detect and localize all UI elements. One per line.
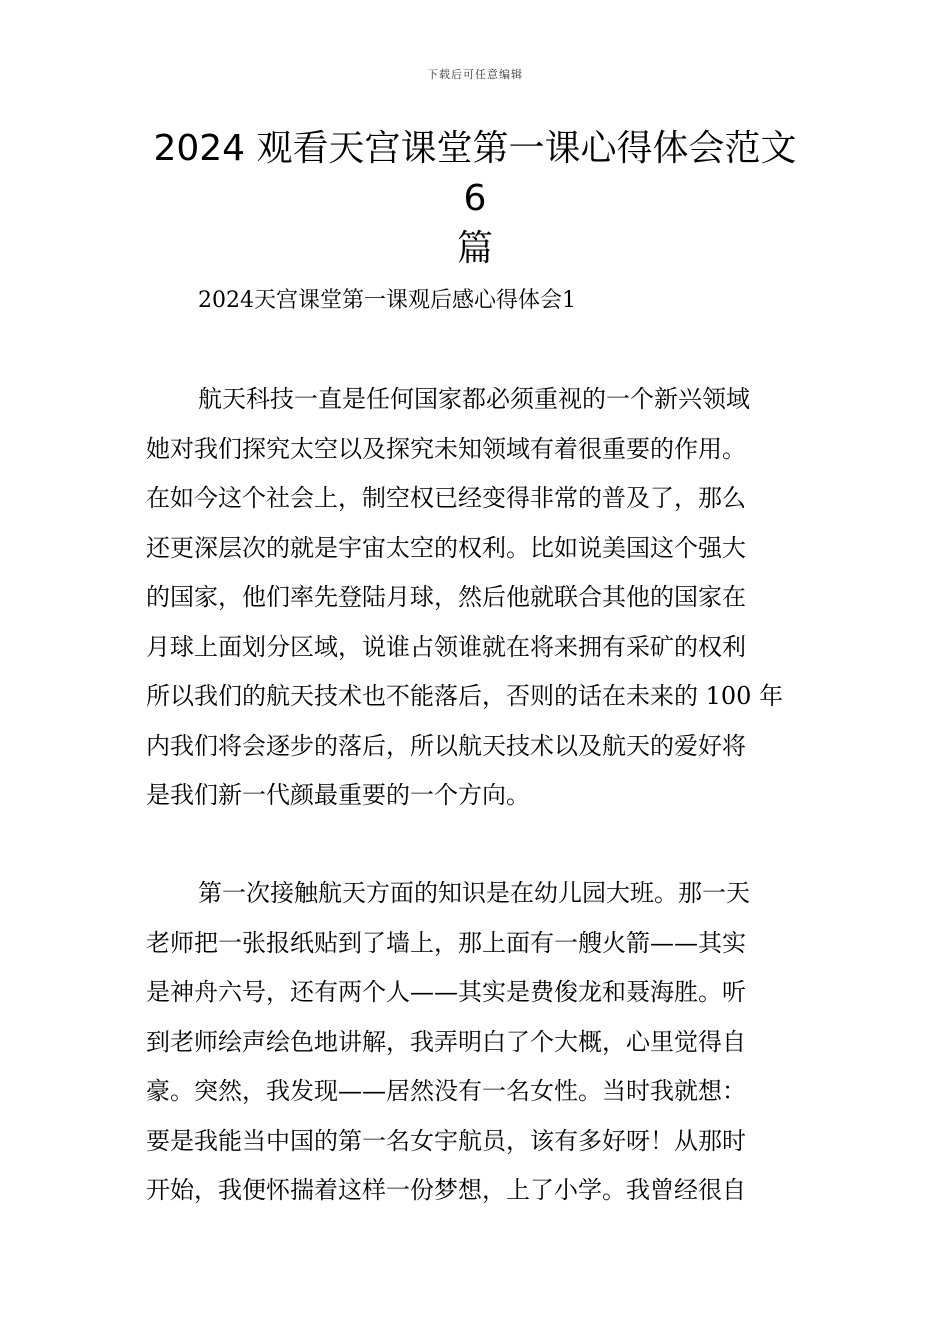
paragraph-line: 老师把一张报纸贴到了墙上，那上面有一艘火箭——其实 — [146, 928, 746, 957]
paragraph-line: 要是我能当中国的第一名女宇航员，该有多好呀！从那时 — [146, 1126, 746, 1155]
paragraph-line: 航天科技一直是任何国家都必须重视的一个新兴领域 — [198, 385, 750, 413]
document-title — [140, 124, 810, 274]
header-note: 下载后可任意编辑 — [427, 68, 523, 81]
paragraph-line: 在如今这个社会上，制空权已经变得非常的普及了，那么 — [146, 484, 746, 512]
title-line: 2024 观看天宫课堂第一课心得体会范文 6 — [153, 128, 797, 219]
paragraph-line: 内我们将会逐步的落后，所以航天技术以及航天的爱好将 — [146, 731, 746, 760]
paragraph-line: 还更深层次的就是宇宙太空的权利。比如说美国这个强大 — [146, 533, 746, 562]
paragraph-line: 是我们新一代颜最重要的一个方向。 — [146, 781, 530, 809]
paragraph-line: 开始，我便怀揣着这样一份梦想，上了小学。我曾经很自 — [146, 1176, 746, 1204]
paragraph-1 — [146, 375, 810, 821]
paragraph-line: 第一次接触航天方面的知识是在幼儿园大班。那一天 — [198, 879, 750, 907]
paragraph-line: 的国家，他们率先登陆月球，然后他就联合其他的国家在 — [146, 583, 746, 611]
paragraph-line: 是神舟六号，还有两个人——其实是费俊龙和聂海胜。听 — [146, 978, 746, 1006]
paragraph-2 — [146, 869, 810, 1216]
section-subtitle: 2024天宫课堂第一课观后感心得体会1 — [198, 288, 576, 313]
paragraph-line: 豪。突然，我发现——居然没有一名女性。当时我就想： — [146, 1077, 746, 1105]
paragraph-line: 所以我们的航天技术也不能落后，否则的话在未来的 100 年 — [146, 682, 784, 710]
paragraph-line: 到老师绘声绘色地讲解，我弄明白了个大概，心里觉得自 — [146, 1027, 746, 1056]
paragraph-line: 她对我们探究太空以及探究未知领域有着很重要的作用。 — [146, 434, 746, 463]
title-line: 篇 — [456, 228, 493, 269]
paragraph-line: 月球上面划分区域，说谁占领谁就在将来拥有采矿的权利 — [146, 632, 746, 661]
